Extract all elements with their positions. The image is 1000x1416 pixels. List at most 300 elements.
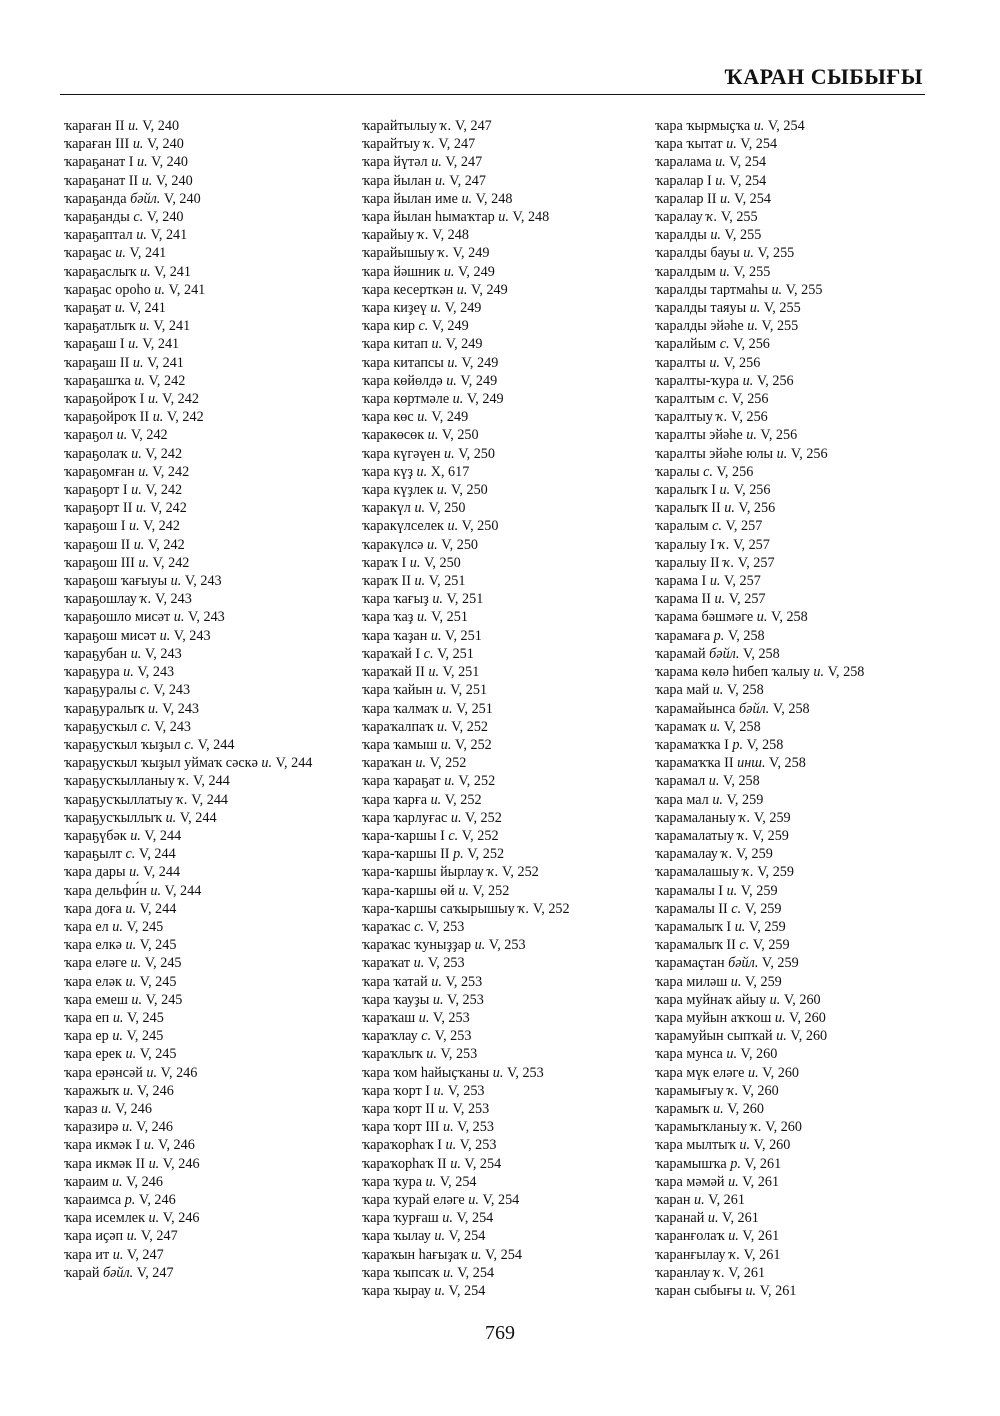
- headword: ҡараҡ II: [362, 573, 411, 590]
- volume-page-ref: V, 251: [437, 645, 474, 662]
- headword: ҡараҕас: [64, 245, 112, 262]
- volume-page-ref: V, 261: [759, 1283, 797, 1299]
- index-column-3: [655, 117, 945, 1300]
- part-of-speech: и.: [130, 645, 142, 662]
- headword: ҡараҕол: [64, 427, 114, 444]
- volume-page-ref: V, 250: [441, 427, 479, 444]
- volume-page-ref: V, 258: [746, 736, 784, 753]
- headword: ҡарамалатыу: [655, 827, 734, 844]
- volume-page-ref: V, 246: [160, 1064, 198, 1081]
- volume-page-ref: V, 260: [762, 1064, 800, 1081]
- index-entry: [64, 244, 354, 262]
- volume-page-ref: V, 246: [137, 1082, 174, 1099]
- volume-page-ref: V, 242: [130, 427, 168, 444]
- index-entry: [655, 263, 945, 281]
- part-of-speech: и.: [433, 1082, 445, 1099]
- index-entry: [362, 226, 652, 244]
- volume-page-ref: V, 247: [438, 136, 476, 153]
- volume-page-ref: V, 245: [139, 973, 177, 990]
- headword: ҡара исемлек: [64, 1210, 145, 1227]
- part-of-speech: и.: [712, 791, 723, 808]
- running-header: [60, 60, 925, 95]
- index-entry: [655, 627, 945, 645]
- index-entry: [362, 736, 652, 754]
- part-of-speech: и.: [432, 991, 444, 1008]
- index-column-2: [362, 117, 652, 1300]
- volume-page-ref: V, 248: [512, 209, 550, 226]
- volume-page-ref: V, 253: [440, 1046, 478, 1063]
- volume-page-ref: V, 246: [162, 1210, 200, 1227]
- volume-page-ref: V, 242: [162, 391, 199, 408]
- part-of-speech: и.: [430, 627, 442, 644]
- index-entry: [64, 827, 354, 845]
- headword: ҡара иҫәп: [64, 1228, 124, 1245]
- headword: ҡара кесерткән: [362, 281, 454, 298]
- index-entry: [64, 954, 354, 972]
- headword: ҡара ҡурай еләге: [362, 1191, 465, 1208]
- headword: ҡараҕура: [64, 664, 120, 681]
- index-entry: [64, 809, 354, 827]
- headword: ҡара дельфи́н: [64, 882, 147, 899]
- volume-page-ref: V, 258: [742, 645, 780, 662]
- part-of-speech: и.: [693, 1191, 705, 1208]
- index-entry: [64, 754, 354, 772]
- index-entry: [362, 281, 652, 299]
- volume-page-ref: V, 244: [197, 736, 235, 753]
- volume-page-ref: V, 243: [173, 627, 211, 644]
- part-of-speech: и.: [719, 263, 730, 280]
- part-of-speech: инш.: [737, 755, 766, 772]
- part-of-speech: и.: [125, 973, 137, 990]
- headword: ҡара ҡом һайыҫҡаны: [362, 1064, 490, 1081]
- volume-page-ref: V, 250: [461, 518, 499, 535]
- part-of-speech: и.: [719, 190, 731, 207]
- headword: ҡара ер: [64, 1028, 109, 1045]
- index-entry: [64, 1045, 354, 1063]
- index-entry: [64, 263, 354, 281]
- volume-page-ref: V, 254: [439, 1173, 477, 1190]
- part-of-speech: бәйл.: [130, 190, 161, 207]
- volume-page-ref: V, 244: [144, 827, 182, 844]
- part-of-speech: и.: [447, 354, 458, 371]
- volume-page-ref: V, 244: [164, 882, 202, 899]
- headword: ҡара китап: [362, 336, 428, 353]
- headword: ҡаракүл: [362, 500, 411, 517]
- volume-page-ref: V, 245: [145, 991, 183, 1008]
- volume-page-ref: V, 258: [722, 773, 760, 790]
- volume-page-ref: V, 251: [456, 700, 493, 717]
- volume-page-ref: V, 256: [733, 482, 771, 499]
- headword: ҡара миләш: [655, 973, 728, 990]
- volume-page-ref: V, 243: [137, 664, 175, 681]
- index-entry: [362, 1009, 652, 1027]
- headword: ҡаралыу I: [655, 536, 715, 553]
- volume-page-ref: V, 241: [153, 318, 191, 335]
- volume-page-ref: V, 260: [753, 1137, 791, 1154]
- headword: ҡараҕанды: [64, 209, 130, 226]
- part-of-speech: и.: [436, 682, 447, 699]
- index-entry: [64, 1009, 354, 1027]
- headword: ҡараҕошло мисәт: [64, 609, 171, 626]
- index-entry: [362, 991, 652, 1009]
- index-entry: [362, 208, 652, 226]
- volume-page-ref: V, 246: [138, 1191, 176, 1208]
- volume-page-ref: V, 259: [753, 809, 791, 826]
- volume-page-ref: V, 256: [731, 391, 769, 408]
- volume-page-ref: V, 253: [459, 1137, 497, 1154]
- volume-page-ref: V, 259: [726, 791, 764, 808]
- index-entry: [655, 372, 945, 390]
- headword: ҡара мунса: [655, 1046, 723, 1063]
- part-of-speech: и.: [131, 991, 143, 1008]
- part-of-speech: с.: [731, 900, 742, 917]
- volume-page-ref: V, 258: [770, 609, 808, 626]
- volume-page-ref: V, 256: [716, 463, 754, 480]
- part-of-speech: и.: [776, 445, 788, 462]
- headword: ҡарамыҡланыу: [655, 1119, 748, 1136]
- index-entry: [64, 1118, 354, 1136]
- volume-page-ref: V, 241: [154, 263, 191, 280]
- part-of-speech: с.: [448, 827, 459, 844]
- part-of-speech: и.: [165, 809, 177, 826]
- part-of-speech: и.: [728, 1173, 739, 1190]
- index-entry: [362, 1155, 652, 1173]
- volume-page-ref: V, 252: [465, 809, 502, 826]
- part-of-speech: и.: [147, 391, 159, 408]
- index-entry: [362, 663, 652, 681]
- part-of-speech: р.: [124, 1191, 136, 1208]
- volume-page-ref: V, 254: [457, 1264, 495, 1281]
- index-entry: [64, 608, 354, 626]
- volume-page-ref: V, 244: [138, 846, 176, 863]
- index-entry: [655, 244, 945, 262]
- volume-page-ref: V, 259: [752, 827, 789, 844]
- volume-page-ref: V, 254: [456, 1210, 494, 1227]
- volume-page-ref: V, 256: [760, 427, 798, 444]
- index-entry: [64, 863, 354, 881]
- volume-page-ref: V, 257: [737, 554, 775, 571]
- headword: ҡарама I: [655, 573, 707, 590]
- headword: ҡара-ҡаршы саҡырышыу: [362, 900, 515, 917]
- index-entry: [362, 1082, 652, 1100]
- volume-page-ref: V, 245: [127, 1009, 164, 1026]
- index-entry: [655, 973, 945, 991]
- headword: ҡара ит: [64, 1246, 110, 1263]
- index-entry: [655, 1227, 945, 1245]
- index-entry: [655, 700, 945, 718]
- index-entry: [655, 481, 945, 499]
- headword: ҡара көс: [362, 409, 414, 426]
- volume-page-ref: V, 254: [767, 118, 805, 134]
- volume-page-ref: V, 244: [275, 755, 313, 772]
- volume-page-ref: V, 253: [432, 1009, 470, 1026]
- index-entry: [362, 536, 652, 554]
- part-of-speech: и.: [443, 263, 455, 280]
- part-of-speech: и.: [116, 427, 128, 444]
- volume-page-ref: V, 242: [145, 445, 183, 462]
- headword: ҡара доға: [64, 900, 122, 917]
- headword: ҡара ҡауҙы: [362, 991, 430, 1008]
- part-of-speech: и.: [148, 1210, 160, 1227]
- headword: ҡаралды тартмаһы: [655, 281, 768, 298]
- headword: ҡараҡ I: [362, 554, 407, 571]
- headword: ҡараҕат: [64, 300, 112, 317]
- headword: ҡараҕубан: [64, 645, 128, 662]
- index-entry: [362, 263, 652, 281]
- index-entry: [362, 117, 652, 135]
- headword: ҡара ҡорт I: [362, 1082, 430, 1099]
- part-of-speech: и.: [139, 318, 150, 335]
- part-of-speech: и.: [434, 1283, 445, 1299]
- part-of-speech: и.: [441, 700, 453, 717]
- part-of-speech: с.: [423, 645, 434, 662]
- page-title: ҠАРАН СЫБЫҒЫ: [724, 64, 923, 89]
- headword: ҡараҕуралы: [64, 682, 137, 699]
- headword: ҡараим: [64, 1173, 109, 1190]
- headword: ҡаралты эйәһе юлы: [655, 445, 774, 462]
- part-of-speech: и.: [438, 1100, 449, 1117]
- index-entry: [655, 900, 945, 918]
- part-of-speech: и.: [709, 573, 721, 590]
- index-entry: [655, 1264, 945, 1282]
- headword: ҡара ҡылау: [362, 1228, 431, 1245]
- volume-page-ref: V, 247: [454, 118, 492, 134]
- index-entry: [655, 1282, 945, 1300]
- index-entry: [362, 153, 652, 171]
- part-of-speech: и.: [135, 500, 147, 517]
- part-of-speech: и.: [436, 482, 448, 499]
- index-entry: [64, 481, 354, 499]
- volume-page-ref: V, 249: [458, 263, 495, 280]
- headword: ҡара ҡорт III: [362, 1119, 440, 1136]
- part-of-speech: и.: [710, 227, 721, 244]
- headword: ҡаракөсөк: [362, 427, 425, 444]
- index-entry: [362, 1045, 652, 1063]
- headword: ҡарамаҡҡа II: [655, 755, 734, 772]
- headword: ҡараҕылт: [64, 846, 122, 863]
- index-entry: [64, 1246, 354, 1264]
- part-of-speech: с.: [712, 518, 722, 535]
- index-entry: [655, 736, 945, 754]
- index-entry: [64, 536, 354, 554]
- index-entry: [64, 973, 354, 991]
- volume-page-ref: V, 260: [741, 1082, 779, 1099]
- part-of-speech: ҡ.: [487, 864, 499, 881]
- headword: ҡараҡаш: [362, 1009, 416, 1026]
- volume-page-ref: V, 246: [115, 1100, 152, 1117]
- volume-page-ref: V, 253: [488, 937, 526, 954]
- headword: ҡараған II: [64, 118, 125, 134]
- volume-page-ref: V, 242: [166, 409, 204, 426]
- part-of-speech: ҡ.: [440, 118, 452, 134]
- part-of-speech: и.: [715, 154, 726, 171]
- index-entry: [64, 1100, 354, 1118]
- headword: ҡараҕаптал: [64, 227, 133, 244]
- volume-page-ref: V, 247: [445, 154, 483, 171]
- index-entry: [362, 335, 652, 353]
- volume-page-ref: V, 242: [143, 518, 180, 535]
- index-entry: [655, 463, 945, 481]
- volume-page-ref: V, 253: [447, 1082, 485, 1099]
- part-of-speech: и.: [474, 937, 486, 954]
- part-of-speech: и.: [112, 1028, 123, 1045]
- headword: ҡараҕош мисәт: [64, 627, 157, 644]
- headword: ҡаранғолаҡ: [655, 1228, 725, 1245]
- index-entry: [64, 426, 354, 444]
- part-of-speech: и.: [728, 1228, 739, 1245]
- headword: ҡарамаға: [655, 627, 711, 644]
- part-of-speech: и.: [136, 227, 147, 244]
- index-entry: [64, 1027, 354, 1045]
- part-of-speech: и.: [468, 1191, 479, 1208]
- headword: ҡарайыу: [362, 227, 415, 244]
- volume-page-ref: V, 247: [449, 172, 486, 189]
- part-of-speech: и.: [719, 482, 731, 499]
- headword: ҡара ҡорт II: [362, 1100, 435, 1117]
- part-of-speech: и.: [712, 682, 724, 699]
- headword: ҡара елкә: [64, 937, 122, 954]
- headword: ҡарамуйын сыпҡай: [655, 1028, 773, 1045]
- headword: ҡаракүлселек: [362, 518, 444, 535]
- volume-page-ref: V, 261: [742, 1173, 780, 1190]
- index-entry: [64, 918, 354, 936]
- headword: ҡараҕош II: [64, 536, 131, 553]
- volume-page-ref: V, 244: [143, 864, 181, 881]
- part-of-speech: ҡ.: [706, 209, 718, 226]
- volume-page-ref: V, 243: [144, 645, 182, 662]
- index-entry: [64, 281, 354, 299]
- headword: ҡарамал: [655, 773, 706, 790]
- headword: ҡарай: [64, 1264, 100, 1281]
- volume-page-ref: V, 245: [144, 955, 182, 972]
- volume-page-ref: V, 256: [738, 500, 776, 517]
- part-of-speech: и.: [125, 900, 136, 917]
- headword: ҡаралды эйәһе: [655, 318, 744, 335]
- headword: ҡара көртмәле: [362, 391, 450, 408]
- headword: ҡара ҡура: [362, 1173, 422, 1190]
- headword: ҡараз: [64, 1100, 98, 1117]
- headword: ҡарамалыҡ II: [655, 937, 736, 954]
- index-entry: [362, 499, 652, 517]
- headword: ҡарамаҡҡа I: [655, 736, 729, 753]
- index-entry: [362, 1100, 652, 1118]
- index-entry: [64, 681, 354, 699]
- index-entry: [64, 517, 354, 535]
- volume-page-ref: V, 257: [733, 536, 770, 553]
- part-of-speech: и.: [130, 955, 142, 972]
- headword: ҡара йылан: [362, 172, 432, 189]
- index-entry: [655, 299, 945, 317]
- headword: ҡараҡорһаҡ II: [362, 1155, 447, 1172]
- part-of-speech: и.: [498, 209, 509, 226]
- part-of-speech: ҡ.: [438, 245, 450, 262]
- index-entry: [64, 226, 354, 244]
- volume-page-ref: V, 261: [743, 1246, 781, 1263]
- headword: ҡара китапсы: [362, 354, 444, 371]
- part-of-speech: и.: [709, 718, 721, 735]
- part-of-speech: бәйл.: [102, 1264, 134, 1281]
- headword: ҡараҕусҡыллатыу: [64, 791, 174, 808]
- volume-page-ref: V, 240: [146, 209, 184, 226]
- volume-page-ref: V, 241: [150, 227, 188, 244]
- headword: ҡараҕорт II: [64, 500, 133, 517]
- headword: ҡаралыҡ I: [655, 482, 716, 499]
- index-entry: [655, 517, 945, 535]
- headword: ҡараҡлау: [362, 1028, 418, 1045]
- headword: ҡараҕуралыҡ: [64, 700, 145, 717]
- part-of-speech: и.: [409, 554, 421, 571]
- part-of-speech: и.: [444, 445, 455, 462]
- headword: ҡара емеш: [64, 991, 128, 1008]
- part-of-speech: и.: [747, 318, 758, 335]
- volume-page-ref: V, 246: [162, 1155, 200, 1172]
- part-of-speech: и.: [450, 1155, 461, 1172]
- part-of-speech: и.: [435, 172, 446, 189]
- headword: ҡаран: [655, 1191, 691, 1208]
- part-of-speech: и.: [415, 755, 427, 772]
- index-entry: [655, 845, 945, 863]
- headword: ҡарамаҫтан: [655, 955, 725, 972]
- headword: ҡарамалыҡ I: [655, 918, 732, 935]
- part-of-speech: и.: [138, 554, 150, 571]
- part-of-speech: и.: [769, 991, 781, 1008]
- index-entry: [655, 863, 945, 881]
- headword: ҡараҡай II: [362, 664, 425, 681]
- part-of-speech: и.: [416, 609, 428, 626]
- headword: ҡарама көлә һибеп ҡалыу: [655, 664, 810, 681]
- headword: ҡаралды бауы: [655, 245, 740, 262]
- index-entry: [362, 1264, 652, 1282]
- part-of-speech: и.: [414, 500, 426, 517]
- index-entry: [655, 572, 945, 590]
- volume-page-ref: V, 260: [740, 1046, 778, 1063]
- part-of-speech: и.: [432, 591, 443, 608]
- part-of-speech: р.: [730, 1155, 741, 1172]
- headword: ҡарамай: [655, 645, 706, 662]
- part-of-speech: и.: [713, 1100, 724, 1117]
- part-of-speech: ҡ.: [140, 591, 152, 608]
- part-of-speech: и.: [749, 300, 761, 317]
- headword: ҡара ҡурғаш: [362, 1210, 439, 1227]
- volume-page-ref: V, 250: [441, 536, 479, 553]
- index-entry: [64, 408, 354, 426]
- index-entry: [362, 244, 652, 262]
- part-of-speech: и.: [447, 518, 459, 535]
- volume-page-ref: V, 258: [726, 682, 764, 699]
- part-of-speech: ҡ.: [417, 227, 429, 244]
- part-of-speech: и.: [446, 372, 457, 389]
- headword: ҡара ерек: [64, 1046, 122, 1063]
- volume-page-ref: V, 258: [723, 718, 761, 735]
- index-entry: [64, 1191, 354, 1209]
- headword: ҡараҕусҡылланыу: [64, 773, 175, 790]
- part-of-speech: и.: [458, 882, 469, 899]
- part-of-speech: и.: [743, 245, 754, 262]
- volume-page-ref: V, 249: [431, 409, 469, 426]
- index-entry: [362, 608, 652, 626]
- part-of-speech: и.: [132, 354, 144, 371]
- index-entry: [655, 554, 945, 572]
- volume-page-ref: V, 260: [789, 1009, 826, 1026]
- index-entry: [362, 590, 652, 608]
- volume-page-ref: V, 255: [733, 263, 771, 280]
- headword: ҡараҕанат I: [64, 154, 134, 171]
- headword: ҡара ҡарлуғас: [362, 809, 448, 826]
- headword: ҡара ҡырмыҫҡа: [655, 118, 751, 134]
- index-entry: [655, 1064, 945, 1082]
- index-entry: [64, 845, 354, 863]
- volume-page-ref: V, 249: [431, 318, 469, 335]
